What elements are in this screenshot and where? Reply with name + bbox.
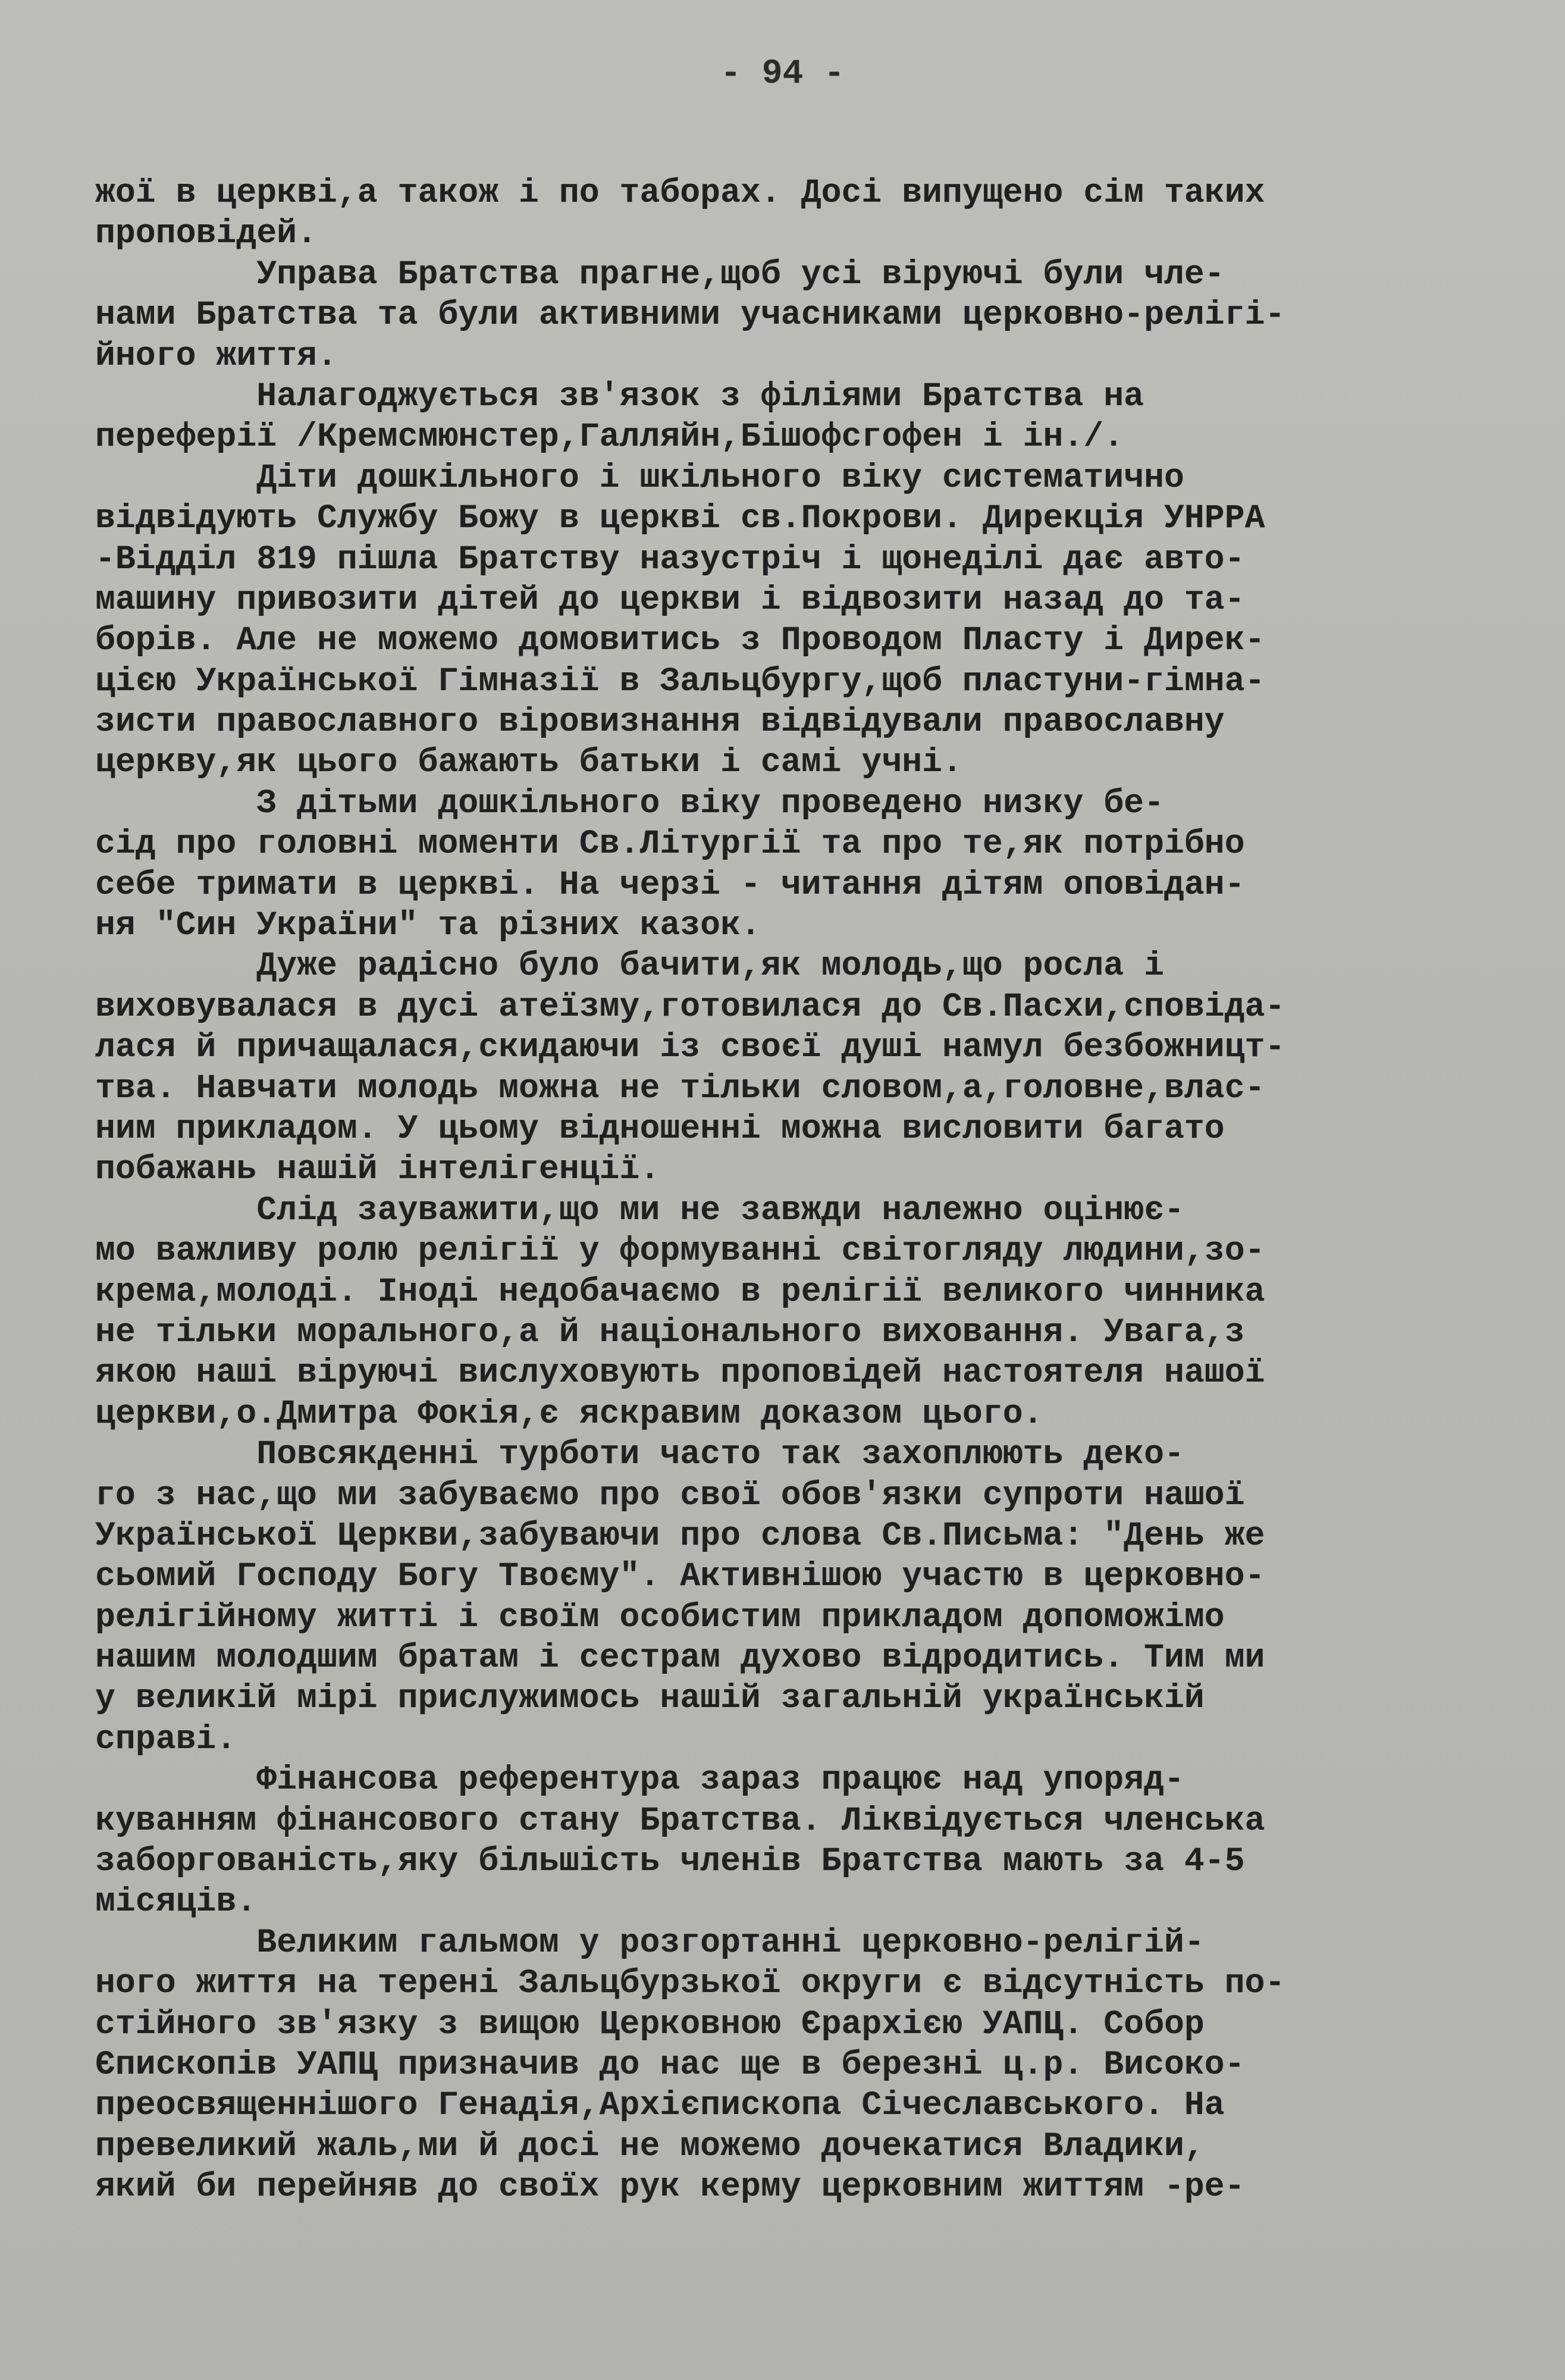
text-line: церкви,о.Дмитра Фокія,є яскравим доказом цього. [95,1394,1043,1433]
text-line: проповідей. [95,214,317,253]
text-line: зисти православного віровизнання відвідували православну [95,703,1225,741]
text-line: виховувалася в дусі атеїзму,готовилася до Св.Пасхи,сповіда- [95,987,1285,1026]
text-line: сід про головні моменти Св.Літургії та про те,як потрібно [95,825,1245,863]
text-line: стійного зв'язку з вищою Церковною Єрархією УАПЦ. Собор [95,2005,1205,2043]
text-line: переферії /Кремсмюнстер,Галляйн,Бішофсгофен і ін./. [95,418,1124,456]
text-line: лася й причащалася,скидаючи із своєї душі намул безбожницт- [95,1028,1285,1067]
text-line: Управа Братства прагне,щоб усі віруючі були чле- [95,255,1225,293]
text-line: Дуже радісно було бачити,як молодь,що росла і [95,947,1164,985]
text-line: нами Братства та були активними учасниками церковно-релігі- [95,296,1285,334]
text-line: ним прикладом. У цьому відношенні можна висловити багато [95,1109,1225,1148]
text-line: машину привозити дітей до церкви і відвозити назад до та- [95,580,1245,619]
text-line: Діти дошкільного і шкільного віку систематично [95,458,1184,497]
text-line: жої в церкві,а також і по таборах. Досі випущено сім таких [95,174,1265,212]
text-line: Повсякденні турботи часто так захоплюють деко- [95,1435,1184,1474]
text-line: ня "Син України" та різних казок. [95,906,761,945]
text-line: преосвященнішого Генадія,Архієпископа Січеславського. На [95,2086,1225,2125]
text-line: Слід зауважити,що ми не завжди належно оцінює- [95,1191,1184,1229]
text-line: тва. Навчати молодь можна не тільки словом,а,головне,влас- [95,1069,1265,1107]
text-line: йного життя. [95,336,337,375]
text-line: куванням фінансового стану Братства. Ліквідується членська [95,1801,1265,1840]
text-line: Великим гальмом у розгортанні церковно-релігій- [95,1923,1205,1962]
text-line: заборгованість,яку більшість членів Братства мають за 4-5 [95,1842,1245,1881]
text-line: З дітьми дошкільного віку проведено низку бе- [95,784,1164,822]
text-line: го з нас,що ми забуваємо про свої обов'язки супроти нашої [95,1476,1245,1514]
typewritten-body [95,173,1499,2207]
text-line: у великій мірі прислужимось нашій загальній українській [95,1679,1205,1718]
text-line: борів. Але не можемо домовитись з Проводом Пласту і Дирек- [95,621,1265,660]
page-number: - 94 - [720,55,845,93]
text-line: ного життя на терені Зальцбурзької округи є відсутність по- [95,1964,1285,2003]
text-line: Єпископів УАПЦ призначив до нас ще в березні ц.р. Високо- [95,2045,1245,2084]
text-line: -Відділ 819 пішла Братству назустріч і щонеділі дає авто- [95,540,1245,578]
text-line: себе тримати в церкві. На черзі - читання дітям оповідан- [95,865,1245,904]
text-line: Фінансова референтура зараз працює над упоряд- [95,1761,1184,1799]
text-line: Налагоджується зв'язок з філіями Братства на [95,377,1144,415]
text-line: побажань нашій інтелігенції. [95,1150,660,1189]
text-line: відвідують Службу Божу в церкві св.Покрови. Дирекція УНРРА [95,499,1265,538]
text-line: цією Української Гімназії в Зальцбургу,щоб пластуни-гімна- [95,662,1265,700]
text-line: сьомий Господу Богу Твоєму". Активнішою участю в церковно- [95,1557,1265,1596]
text-line: не тільки морального,а й національного виховання. Увага,з [95,1313,1245,1351]
text-line: мо важливу ролю релігії у формуванні світогляду людини,зо- [95,1232,1265,1270]
text-line: справі. [95,1720,237,1758]
text-line: церкву,як цього бажають батьки і самі учні. [95,743,962,782]
text-line: нашим молодшим братам і сестрам духово відродитись. Тим ми [95,1639,1265,1677]
text-line: якою наші віруючі вислуховують проповідей настоятеля нашої [95,1354,1265,1392]
text-line: місяців. [95,1883,257,1921]
text-line: який би перейняв до своїх рук керму церковним життям -ре- [95,2168,1245,2206]
text-line: релігійному житті і своїм особистим прикладом допоможімо [95,1598,1225,1636]
text-line: превеликий жаль,ми й досі не можемо дочекатися Владики, [95,2127,1205,2165]
text-line: крема,молоді. Іноді недобачаємо в релігії великого чинника [95,1272,1265,1311]
text-line: Української Церкви,забуваючи про слова Св.Письма: "День же [95,1516,1265,1555]
